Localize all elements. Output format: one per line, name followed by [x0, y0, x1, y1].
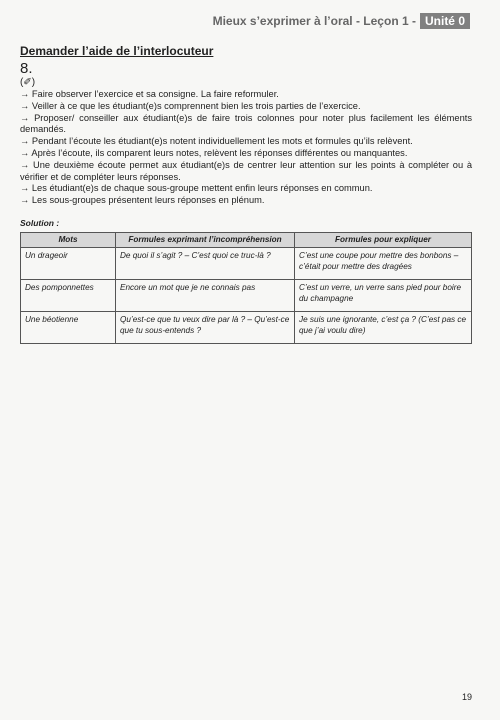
instruction-item: → Les sous-groupes présentent leurs réponses en plénum.: [20, 195, 265, 206]
page-content: [20, 44, 472, 344]
column-header-mots: Mots: [21, 232, 116, 248]
table-cell: Qu’est-ce que tu veux dire par là ? – Qu’est-ce que tu sous-entends ?: [116, 312, 295, 344]
instruction-item: → Les étudiant(e)s de chaque sous-groupe mettent enfin leurs réponses en commun.: [20, 183, 373, 194]
table-row: [21, 248, 472, 280]
column-header-expliquer: Formules pour expliquer: [295, 232, 472, 248]
instruction-list: [20, 89, 472, 207]
page-number: 19: [461, 692, 472, 702]
solution-table: [20, 232, 472, 345]
section-title: Demander l’aide de l’interlocuteur: [20, 44, 214, 58]
column-header-incomprehension: Formules exprimant l’incompréhension: [116, 232, 295, 248]
table-cell: C’est une coupe pour mettre des bonbons – c’était pour mettre des dragées: [295, 248, 472, 280]
table-cell: Des pomponnettes: [21, 280, 116, 312]
header-title: Mieux s’exprimer à l’oral - Leçon 1 -: [212, 14, 416, 28]
table-cell: De quoi il s’agit ? – C’est quoi ce truc-là ?: [116, 248, 295, 280]
pencil-icon: (✐): [20, 77, 36, 88]
instruction-item: → Proposer/ conseiller aux étudiant(e)s de faire trois colonnes pour noter plus facilement les éléments demandés.: [20, 112, 472, 135]
instruction-item: → Faire observer l’exercice et sa consigne. La faire reformuler.: [20, 89, 279, 99]
instruction-item: → Une deuxième écoute permet aux étudiant(e)s de centrer leur attention sur les points à compléter ou à vérifier et de compléter leurs réponses.: [20, 159, 472, 182]
table-cell: Encore un mot que je ne connais pas: [116, 280, 295, 312]
instruction-item: → Pendant l’écoute les étudiant(e)s notent individuellement les mots et formules qu’ils relèvent.: [20, 136, 413, 147]
exercise-number: 8.: [20, 60, 33, 77]
table-row: [21, 280, 472, 312]
table-row: [21, 312, 472, 344]
table-header-row: [21, 232, 472, 248]
unit-badge: Unité 0: [420, 13, 470, 29]
table-cell: Une béotienne: [21, 312, 116, 344]
table-cell: Un drageoir: [21, 248, 116, 280]
table-cell: C’est un verre, un verre sans pied pour boire du champagne: [295, 280, 472, 312]
page-header: [213, 13, 470, 29]
instruction-item: → Veiller à ce que les étudiant(e)s comprennent bien les trois parties de l’exercice.: [20, 100, 361, 111]
table-cell: Je suis une ignorante, c’est ça ? (C’est pas ce que j’ai voulu dire): [295, 312, 472, 344]
instruction-item: → Après l’écoute, ils comparent leurs notes, relèvent les réponses différentes ou manquantes.: [20, 147, 408, 158]
solution-label: Solution :: [20, 217, 60, 228]
